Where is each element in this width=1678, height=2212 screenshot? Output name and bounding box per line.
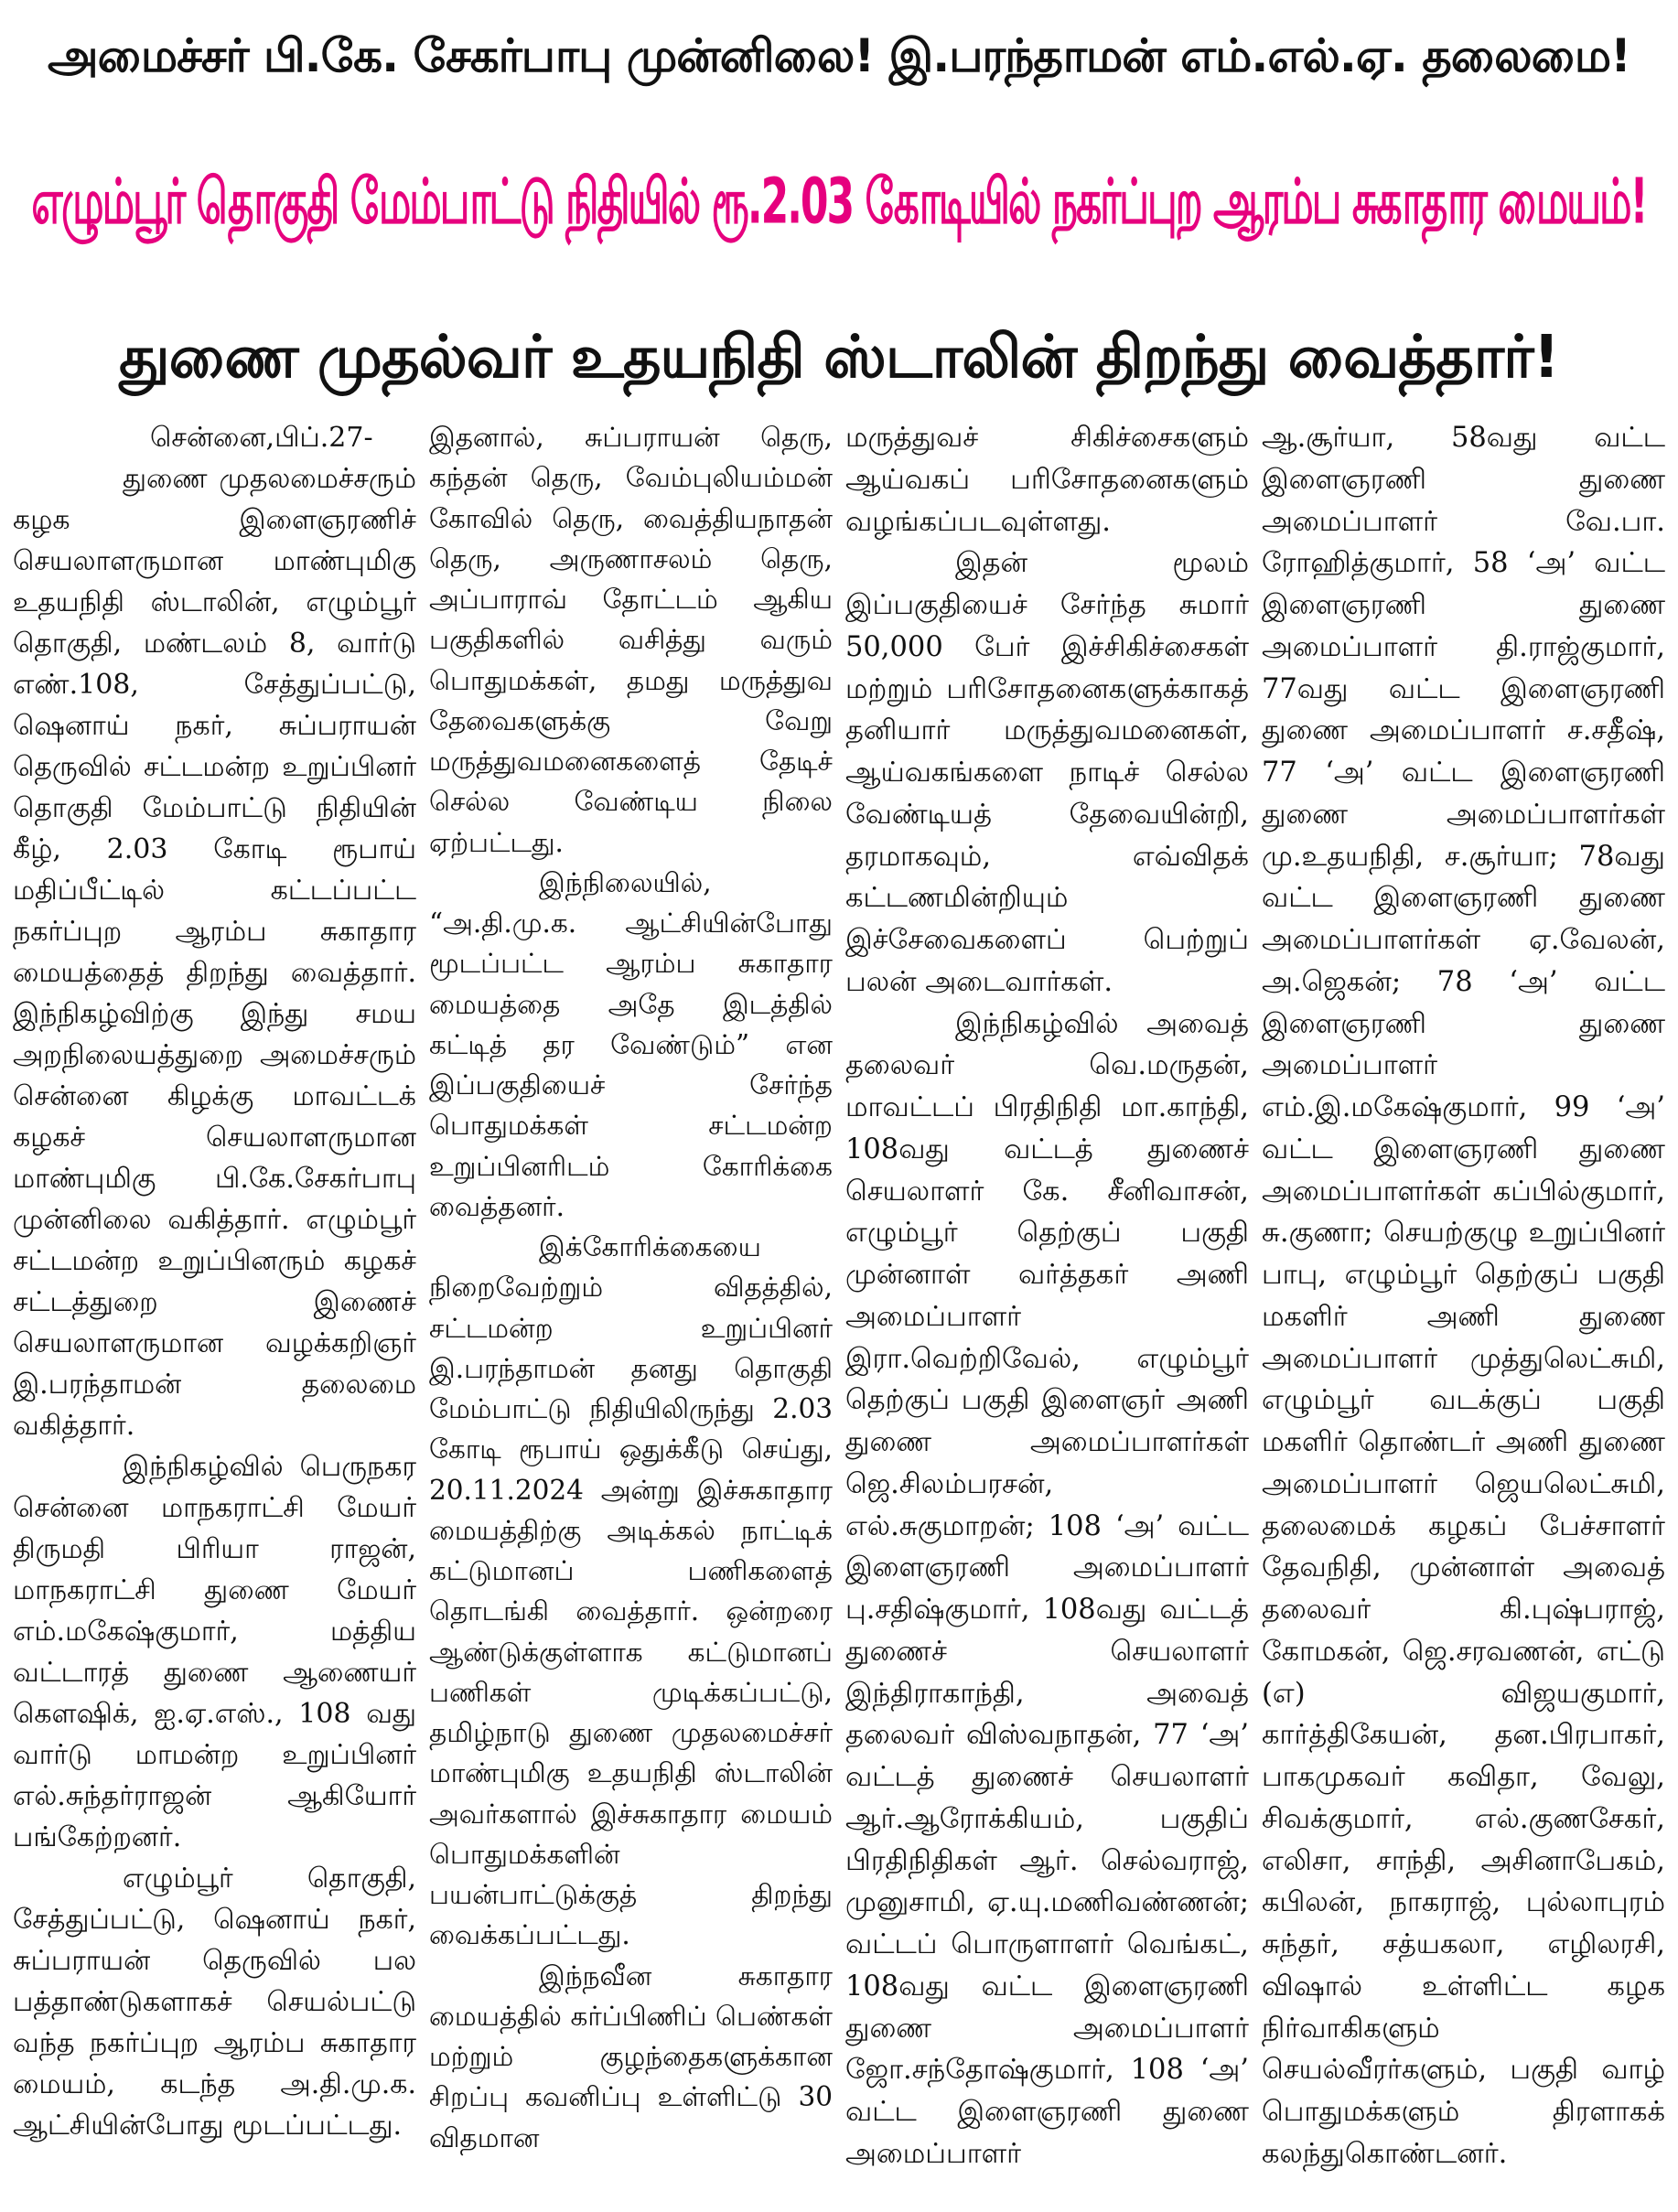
paragraph: இதன் மூலம் இப்பகுதியைச் சேர்ந்த சுமார் 50,000 பேர் இச்சிகிச்சைகள் மற்றும் பரிசோதனைகளுக்காகத் தனியார் மருத்துவமனைகள், ஆய்வகங்களை நாடிச் செல்ல வேண்டியத் தேவையின்றி, தரமாகவும், எவ்விதக் கட்டணமின்றியும் இச்சேவைகளைப் பெற்றுப் பலன் அடைவார்கள்.: [845, 547, 1249, 998]
article-column-4: [1262, 417, 1665, 2207]
paragraph: இந்நிகழ்வில் அவைத் தலைவர் வெ.மருதன், மாவட்டப் பிரதிநிதி மா.காந்தி, 108வது வட்டத் துணைச் செயலாளர் கே. சீனிவாசன், எழும்பூர் தெற்குப் பகுதி முன்னாள் வர்த்தகர் அணி அமைப்பாளர் இரா.வெற்றிவேல், எழும்பூர் தெற்குப் பகுதி இளைஞர் அணி துணை அமைப்பாளர்கள் ஜெ.சிலம்பரசன், எல்.சுகுமாறன்; 108 ‘அ’ வட்ட இளைஞரணி அமைப்பாளர் பு.சதிஷ்குமார், 108வது வட்டத் துணைச் செயலாளர் இந்திராகாந்தி, அவைத் தலைவர் விஸ்வநாதன், 77 ‘அ’ வட்டத் துணைச் செயலாளர் ஆர்.ஆரோக்கியம், பகுதிப் பிரதிநிதிகள் ஆர். செல்வராஜ், முனுசாமி, ஏ.யு.மணிவண்ணன்; வட்டப் பொருளாளர் வெங்கட், 108வது வட்ட இளைஞரணி துணை அமைப்பாளர் ஜோ.சந்தோஷ்குமார், 108 ‘அ’ வட்ட இளைஞரணி துணை அமைப்பாளர்: [845, 1007, 1249, 2170]
paragraph: இந்நிலையில், “அ.தி.மு.க. ஆட்சியின்போது மூடப்பட்ட ஆரம்ப சுகாதார மையத்தை அதே இடத்தில் கட்டித் தர வேண்டும்” என இப்பகுதியைச் சேர்ந்த பொதுமக்கள் சட்டமன்ற உறுப்பினரிடம் கோரிக்கை வைத்தனர்.: [429, 866, 833, 1222]
article-column-1: [13, 417, 416, 2207]
article-body: [13, 417, 1665, 2207]
headline-main: [9, 57, 1669, 355]
headline-text: துணை முதல்வர் உதயநிதி ஸ்டாலின் திறந்து வைத்தார்!: [119, 324, 1559, 392]
paragraph: மருத்துவச் சிகிச்சைகளும் ஆய்வகப் பரிசோதனைகளும் வழங்கப்படவுள்ளது.: [845, 422, 1249, 538]
paragraph: இதனால், சுப்பராயன் தெரு, கந்தன் தெரு, வேம்புலியம்மன் கோவில் தெரு, வைத்தியநாதன் தெரு, அருணாசலம் தெரு, அப்பாராவ் தோட்டம் ஆகிய பகுதிகளில் வசித்து வரும் பொதுமக்கள், தமது மருத்துவ தேவைகளுக்கு வேறு மருத்துவமனைகளைத் தேடிச் செல்ல வேண்டிய நிலை ஏற்பட்டது.: [429, 422, 833, 858]
paragraph: எழும்பூர் தொகுதி, சேத்துப்பட்டு, ஷெனாய் நகர், சுப்பராயன் தெருவில் பல பத்தாண்டுகளாகச் செயல்பட்டு வந்த நகர்ப்புற ஆரம்ப சுகாதார மையம், கடந்த அ.தி.மு.க. ஆட்சியின்போது மூடப்பட்டது.: [13, 1863, 416, 2142]
paragraph: இந்நிகழ்வில் பெருநகர சென்னை மாநகராட்சி மேயர் திருமதி பிரியா ராஜன், மாநகராட்சி துணை மேயர் எம்.மகேஷ்குமார், மத்திய வட்டாரத் துணை ஆணையர் கௌஷிக், ஐ.ஏ.எஸ்., 108 வது வார்டு மாமன்ற உறுப்பினர் எல்.சுந்தர்ராஜன் ஆகியோர் பங்கேற்றனர்.: [13, 1451, 416, 1853]
newspaper-page: [0, 7, 1678, 2212]
paragraph: ஆ.சூர்யா, 58வது வட்ட இளைஞரணி துணை அமைப்பாளர் வே.பா. ரோஹித்குமார், 58 ‘அ’ வட்ட இளைஞரணி துணை அமைப்பாளர் தி.ராஜ்குமார், 77வது வட்ட இளைஞரணி துணை அமைப்பாளர் ச.சதீஷ், 77 ‘அ’ வட்ட இளைஞரணி துணை அமைப்பாளர்கள் மு.உதயநிதி, ச.சூர்யா; 78வது வட்ட இளைஞரணி துணை அமைப்பாளர்கள் ஏ.வேலன், அ.ஜெகன்; 78 ‘அ’ வட்ட இளைஞரணி துணை அமைப்பாளர் எம்.இ.மகேஷ்குமார், 99 ‘அ’ வட்ட இளைஞரணி துணை அமைப்பாளர்கள் கப்பில்குமார், சு.குணா; செயற்குழு உறுப்பினர் பாபு, எழும்பூர் தெற்குப் பகுதி மகளிர் அணி துணை அமைப்பாளர் முத்துலெட்சுமி, எழும்பூர் வடக்குப் பகுதி மகளிர் தொண்டர் அணி துணை அமைப்பாளர் ஜெயலெட்சுமி, தலைமைக் கழகப் பேச்சாளர் தேவநிதி, முன்னாள் அவைத் தலைவர் கி.புஷ்பராஜ், கோமகன், ஜெ.சரவணன், எட்டு (எ) விஜயகுமார், கார்த்திகேயன், தன.பிரபாகர், பாகமுகவர் கவிதா, வேலு, சிவக்குமார், எல்.குணசேகர், எலிசா, சாந்தி, அசினாபேகம், கபிலன், நாகராஜ், புல்லாபுரம் சுந்தர், சத்யகலா, எழிலரசி, விஷால் உள்ளிட்ட கழக நிர்வாகிகளும் செயல்வீரர்களும், பகுதி வாழ் பொதுமக்களும் திரளாகக் கலந்துகொண்டனர்.: [1262, 422, 1665, 2170]
headline-text: அமைச்சர் பி.கே. சேகர்பாபு முன்னிலை! இ.பரந்தாமன் எம்.எல்.ஏ. தலைமை!: [48, 28, 1630, 82]
article-column-3: [845, 417, 1249, 2207]
paragraph: துணை முதலமைச்சரும் கழக இளைஞரணிச் செயலாளருமான மாண்புமிகு உதயநிதி ஸ்டாலின், எழும்பூர் தொகுதி, மண்டலம் 8, வார்டு எண்.108, சேத்துப்பட்டு, ஷெனாய் நகர், சுப்பராயன் தெருவில் சட்டமன்ற உறுப்பினர் தொகுதி மேம்பாட்டு நிதியின் கீழ், 2.03 கோடி ரூபாய் மதிப்பீட்டில் கட்டப்பட்ட நகர்ப்புற ஆரம்ப சுகாதார மையத்தைத் திறந்து வைத்தார். இந்நிகழ்விற்கு இந்து சமய அறநிலையத்துறை அமைச்சரும் சென்னை கிழக்கு மாவட்டக் கழகச் செயலாளருமான மாண்புமிகு பி.கே.சேகர்பாபு முன்னிலை வகித்தார். எழும்பூர் சட்டமன்ற உறுப்பினரும் கழகச் சட்டத்துறை இணைச் செயலாளருமான வழக்கறிஞர் இ.பரந்தாமன் தலைமை வகித்தார்.: [13, 463, 416, 1442]
paragraph: இக்கோரிக்கையை நிறைவேற்றும் விதத்தில், சட்டமன்ற உறுப்பினர் இ.பரந்தாமன் தனது தொகுதி மேம்பாட்டு நிதியிலிருந்து 2.03 கோடி ரூபாய் ஒதுக்கீடு செய்து, 20.11.2024 அன்று இச்சுகாதார மையத்திற்கு அடிக்கல் நாட்டிக் கட்டுமானப் பணிகளைத் தொடங்கி வைத்தார். ஒன்றரை ஆண்டுக்குள்ளாக கட்டுமானப் பணிகள் முடிக்கப்பட்டு, தமிழ்நாடு துணை முதலமைச்சர் மாண்புமிகு உதயநிதி ஸ்டாலின் அவர்களால் இச்சுகாதார மையம் பொதுமக்களின் பயன்பாட்டுக்குத் திறந்து வைக்கப்பட்டது.: [429, 1231, 833, 1951]
headline-text: எழும்பூர் தொகுதி மேம்பாட்டு நிதியில் ரூ.2.03 கோடியில் நகர்ப்புற ஆரம்ப சுகாதார மையம்!: [31, 165, 1647, 238]
dateline: சென்னை,பிப்.27-: [150, 422, 373, 454]
paragraph: இந்நவீன சுகாதார மையத்தில் கர்ப்பிணிப் பெண்கள் மற்றும் குழந்தைகளுக்கான சிறப்பு கவனிப்பு உள்ளிட்டு 30 விதமான: [429, 1960, 833, 2153]
article-column-2: [429, 417, 833, 2207]
